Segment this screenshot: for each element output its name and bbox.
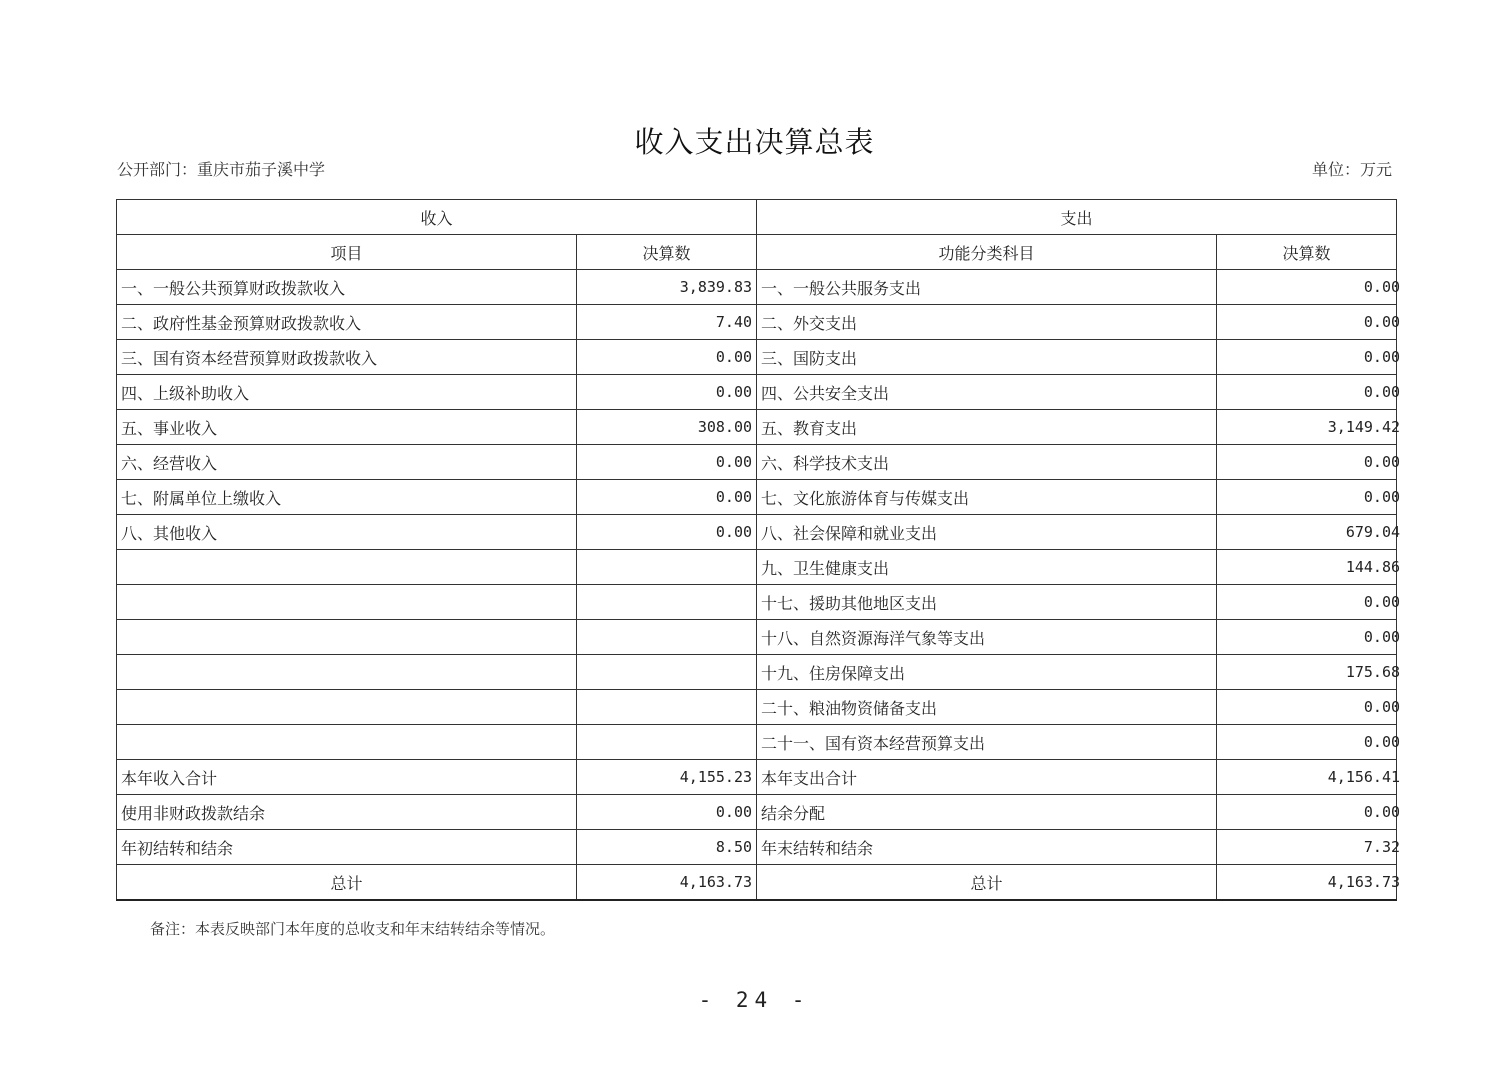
income-item-cell: 本年收入合计 <box>117 760 577 795</box>
table-row <box>117 515 1397 550</box>
income-amount-cell <box>577 725 757 760</box>
expense-item-cell: 七、文化旅游体育与传媒支出 <box>757 480 1217 515</box>
income-amount-cell: 0.00 <box>577 445 757 480</box>
expense-item-cell: 结余分配 <box>757 795 1217 830</box>
page-title: 收入支出决算总表 <box>634 125 875 159</box>
income-amount-cell: 0.00 <box>577 515 757 550</box>
income-amount-cell <box>577 620 757 655</box>
table-row <box>117 760 1397 795</box>
expense-amount-cell-value: 0.00 <box>1363 488 1401 506</box>
table-row <box>117 725 1397 760</box>
income-amount-cell: 7.40 <box>577 305 757 340</box>
unit-label: 单位：万元 <box>1311 160 1392 179</box>
page-number: - 24 - <box>698 988 811 1012</box>
table-row <box>117 305 1397 340</box>
expense-amount-cell <box>1217 830 1401 865</box>
income-amount-cell <box>577 655 757 690</box>
expense-amount-cell-value: 0.00 <box>1363 453 1401 471</box>
expense-item-cell: 十九、住房保障支出 <box>757 655 1217 690</box>
expense-amount-cell-value: 0.00 <box>1363 383 1401 401</box>
income-total-amount: 4,163.73 <box>577 865 757 901</box>
expense-item-cell: 八、社会保障和就业支出 <box>757 515 1217 550</box>
table-row <box>117 375 1397 410</box>
income-item-cell: 三、国有资本经营预算财政拨款收入 <box>117 340 577 375</box>
expense-amount-cell <box>1217 480 1401 515</box>
expense-amount-cell-value: 0.00 <box>1363 313 1401 331</box>
income-amount-cell <box>577 585 757 620</box>
expense-amount-cell <box>1217 585 1401 620</box>
income-item-cell <box>117 655 577 690</box>
income-amount-cell: 0.00 <box>577 375 757 410</box>
group-header-row <box>117 200 1397 235</box>
income-header: 收入 <box>117 200 757 235</box>
expense-item-cell: 五、教育支出 <box>757 410 1217 445</box>
expense-item-cell: 六、科学技术支出 <box>757 445 1217 480</box>
income-amount-cell: 0.00 <box>577 795 757 830</box>
expense-header: 支出 <box>757 200 1397 235</box>
expense-amount-cell <box>1217 690 1401 725</box>
expense-item-cell: 九、卫生健康支出 <box>757 550 1217 585</box>
expense-amount-cell-value: 175.68 <box>1345 663 1401 681</box>
table-row <box>117 410 1397 445</box>
income-item-cell: 六、经营收入 <box>117 445 577 480</box>
expense-amount-cell-value: 144.86 <box>1345 558 1401 576</box>
income-item-cell: 年初结转和结余 <box>117 830 577 865</box>
expense-amount-cell <box>1217 795 1401 830</box>
expense-amount-cell-value: 0.00 <box>1363 698 1401 716</box>
expense-item-cell: 二十、粮油物资储备支出 <box>757 690 1217 725</box>
expense-amount-cell-value: 0.00 <box>1363 348 1401 366</box>
income-amount-cell: 3,839.83 <box>577 270 757 305</box>
expense-amount-cell-value: 7.32 <box>1363 838 1401 856</box>
expense-amount-cell <box>1217 655 1401 690</box>
income-amount-cell <box>577 690 757 725</box>
expense-item-cell: 一、一般公共服务支出 <box>757 270 1217 305</box>
income-item-cell <box>117 620 577 655</box>
table-row <box>117 690 1397 725</box>
expense-item-cell: 年末结转和结余 <box>757 830 1217 865</box>
income-item-cell: 七、附属单位上缴收入 <box>117 480 577 515</box>
expense-amount-cell-value: 3,149.42 <box>1327 418 1401 436</box>
income-expense-table <box>116 199 1401 901</box>
table-row <box>117 585 1397 620</box>
expense-item-cell: 十七、援助其他地区支出 <box>757 585 1217 620</box>
table-row <box>117 655 1397 690</box>
expense-amount-cell-value: 4,156.41 <box>1327 768 1401 786</box>
expense-item-cell: 二十一、国有资本经营预算支出 <box>757 725 1217 760</box>
expense-amount-cell <box>1217 305 1401 340</box>
income-item-cell: 八、其他收入 <box>117 515 577 550</box>
table-row <box>117 550 1397 585</box>
expense-item-cell: 十八、自然资源海洋气象等支出 <box>757 620 1217 655</box>
expense-amount-cell-value: 0.00 <box>1363 628 1401 646</box>
income-item-cell <box>117 550 577 585</box>
table-row <box>117 795 1397 830</box>
footnote: 备注：本表反映部门本年度的总收支和年末结转结余等情况。 <box>150 920 556 938</box>
expense-amount-cell <box>1217 550 1401 585</box>
income-amount-cell: 308.00 <box>577 410 757 445</box>
expense-amount-cell-value: 0.00 <box>1363 733 1401 751</box>
income-amount-cell: 8.50 <box>577 830 757 865</box>
expense-amount-cell-value: 0.00 <box>1363 278 1401 296</box>
income-item-cell: 使用非财政拨款结余 <box>117 795 577 830</box>
expense-total-label: 总计 <box>757 865 1217 901</box>
income-item-cell: 四、上级补助收入 <box>117 375 577 410</box>
expense-amount-cell <box>1217 620 1401 655</box>
table-row <box>117 480 1397 515</box>
expense-amount-cell <box>1217 760 1401 795</box>
expense-amount-cell <box>1217 270 1401 305</box>
expense-amount-cell-value: 0.00 <box>1363 593 1401 611</box>
col-amount2-header: 决算数 <box>1217 235 1397 270</box>
expense-amount-cell <box>1217 340 1401 375</box>
table-row <box>117 270 1397 305</box>
expense-amount-cell <box>1217 375 1401 410</box>
col-amount-header: 决算数 <box>577 235 757 270</box>
department-label: 公开部门：重庆市茄子溪中学 <box>117 160 326 179</box>
income-amount-cell: 0.00 <box>577 340 757 375</box>
income-amount-cell <box>577 550 757 585</box>
expense-amount-cell-value: 0.00 <box>1363 803 1401 821</box>
expense-total-amount-value: 4,163.73 <box>1327 873 1401 891</box>
expense-amount-cell <box>1217 725 1401 760</box>
expense-amount-cell <box>1217 515 1401 550</box>
income-item-cell <box>117 725 577 760</box>
expense-amount-cell <box>1217 445 1401 480</box>
expense-item-cell: 二、外交支出 <box>757 305 1217 340</box>
expense-amount-cell-value: 679.04 <box>1345 523 1401 541</box>
expense-amount-cell <box>1217 410 1401 445</box>
income-amount-cell: 0.00 <box>577 480 757 515</box>
income-item-cell <box>117 585 577 620</box>
expense-item-cell: 三、国防支出 <box>757 340 1217 375</box>
expense-item-cell: 本年支出合计 <box>757 760 1217 795</box>
income-total-label: 总计 <box>117 865 577 901</box>
income-item-cell <box>117 690 577 725</box>
income-item-cell: 五、事业收入 <box>117 410 577 445</box>
income-amount-cell: 4,155.23 <box>577 760 757 795</box>
income-item-cell: 一、一般公共预算财政拨款收入 <box>117 270 577 305</box>
column-header-row <box>117 235 1397 270</box>
table-row <box>117 620 1397 655</box>
table-row <box>117 445 1397 480</box>
income-item-cell: 二、政府性基金预算财政拨款收入 <box>117 305 577 340</box>
total-row <box>117 865 1397 901</box>
table-row <box>117 830 1397 865</box>
table-row <box>117 340 1397 375</box>
expense-total-amount <box>1217 865 1401 901</box>
expense-item-cell: 四、公共安全支出 <box>757 375 1217 410</box>
col-item-header: 项目 <box>117 235 577 270</box>
col-func-header: 功能分类科目 <box>757 235 1217 270</box>
